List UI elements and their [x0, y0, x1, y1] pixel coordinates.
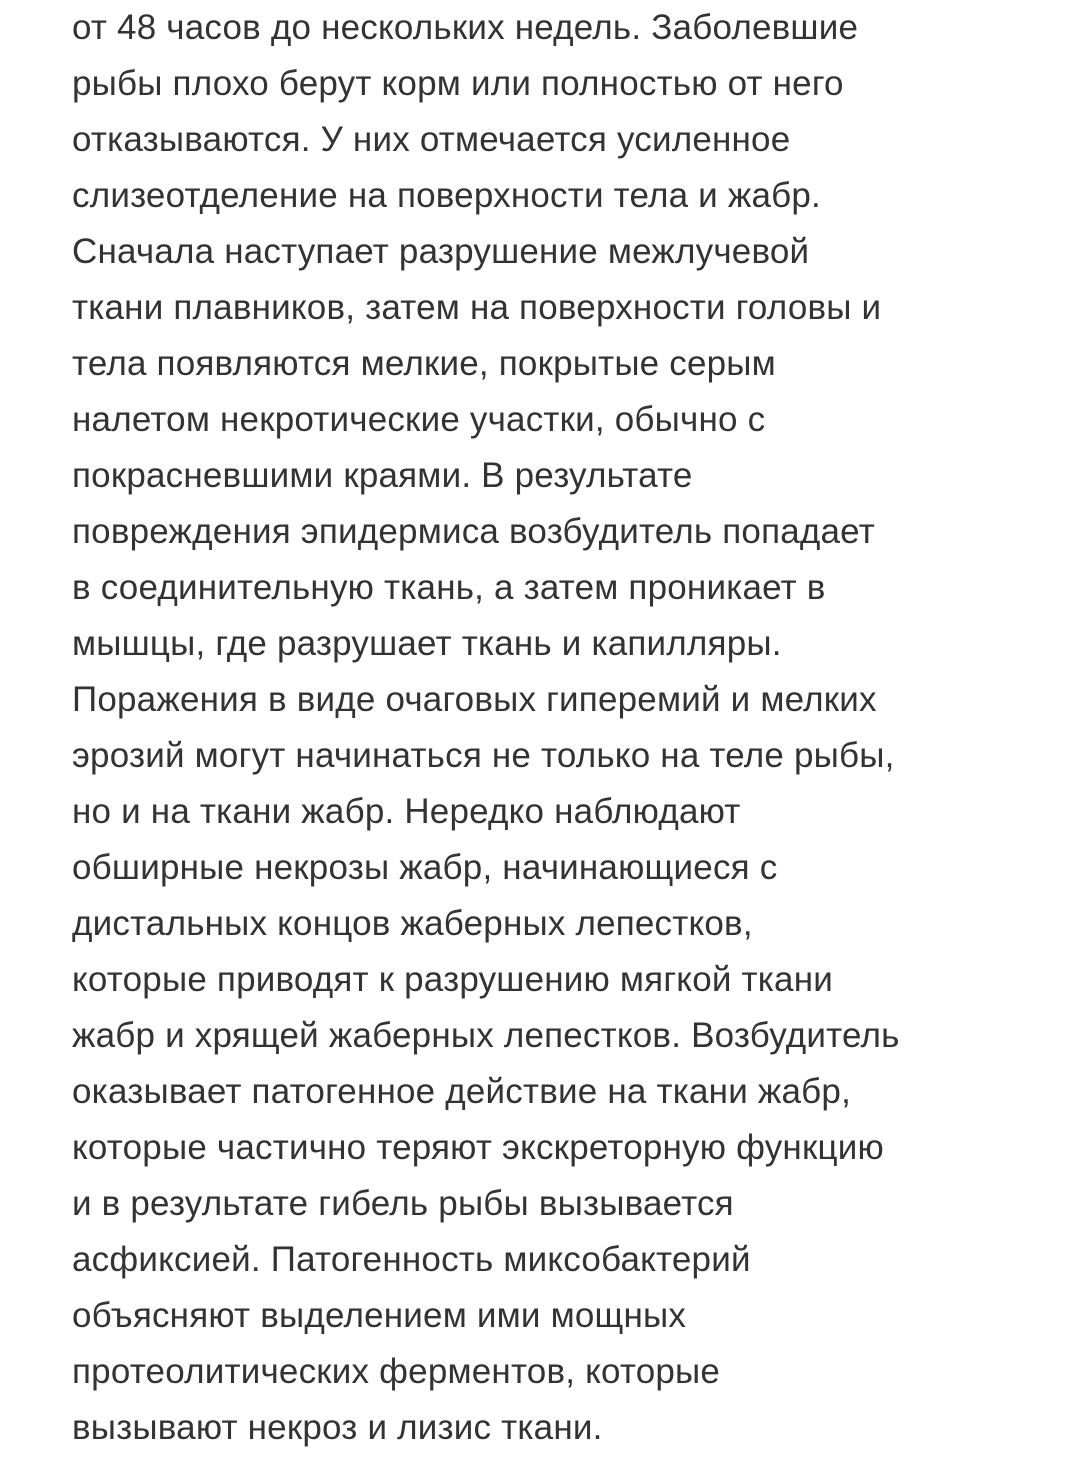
text-line: и в результате гибель рыбы вызывается: [72, 1184, 734, 1223]
article-body: [72, 0, 1032, 1456]
text-line: асфиксией. Патогенность миксобактерий: [72, 1240, 751, 1279]
text-line: дистальных концов жаберных лепестков,: [72, 904, 753, 943]
text-line: жабр и хрящей жаберных лепестков. Возбудитель: [72, 1016, 900, 1055]
text-line: повреждения эпидермиса возбудитель попадает: [72, 512, 875, 551]
text-line: протеолитических ферментов, которые: [72, 1352, 721, 1391]
text-line: объясняют выделением ими мощных: [72, 1296, 687, 1335]
text-line: покрасневшими краями. В результате: [72, 456, 693, 495]
text-line: налетом некротические участки, обычно с: [72, 400, 766, 439]
text-line: но и на ткани жабр. Нередко наблюдают: [72, 792, 741, 831]
text-line: от 48 часов до нескольких недель. Заболевшие: [72, 8, 859, 47]
text-line: рыбы плохо берут корм или полностью от него: [72, 64, 844, 103]
text-line: отказываются. У них отмечается усиленное: [72, 120, 791, 159]
text-line: мышцы, где разрушает ткань и капилляры.: [72, 624, 782, 663]
text-line: Поражения в виде очаговых гиперемий и мелких: [72, 680, 877, 719]
text-line: тела появляются мелкие, покрытые серым: [72, 344, 776, 383]
text-line: в соединительную ткань, а затем проникает в: [72, 568, 826, 607]
text-line: вызывают некроз и лизис ткани.: [72, 1408, 603, 1447]
text-line: которые приводят к разрушению мягкой ткани: [72, 960, 833, 999]
text-line: обширные некрозы жабр, начинающиеся с: [72, 848, 778, 887]
text-line: которые частично теряют экскреторную функцию: [72, 1128, 884, 1167]
text-line: оказывает патогенное действие на ткани жабр,: [72, 1072, 851, 1111]
text-line: эрозий могут начинаться не только на теле рыбы,: [72, 736, 895, 775]
text-line: слизеотделение на поверхности тела и жабр.: [72, 176, 821, 215]
text-line: ткани плавников, затем на поверхности головы и: [72, 288, 882, 327]
text-line: Сначала наступает разрушение межлучевой: [72, 232, 810, 271]
